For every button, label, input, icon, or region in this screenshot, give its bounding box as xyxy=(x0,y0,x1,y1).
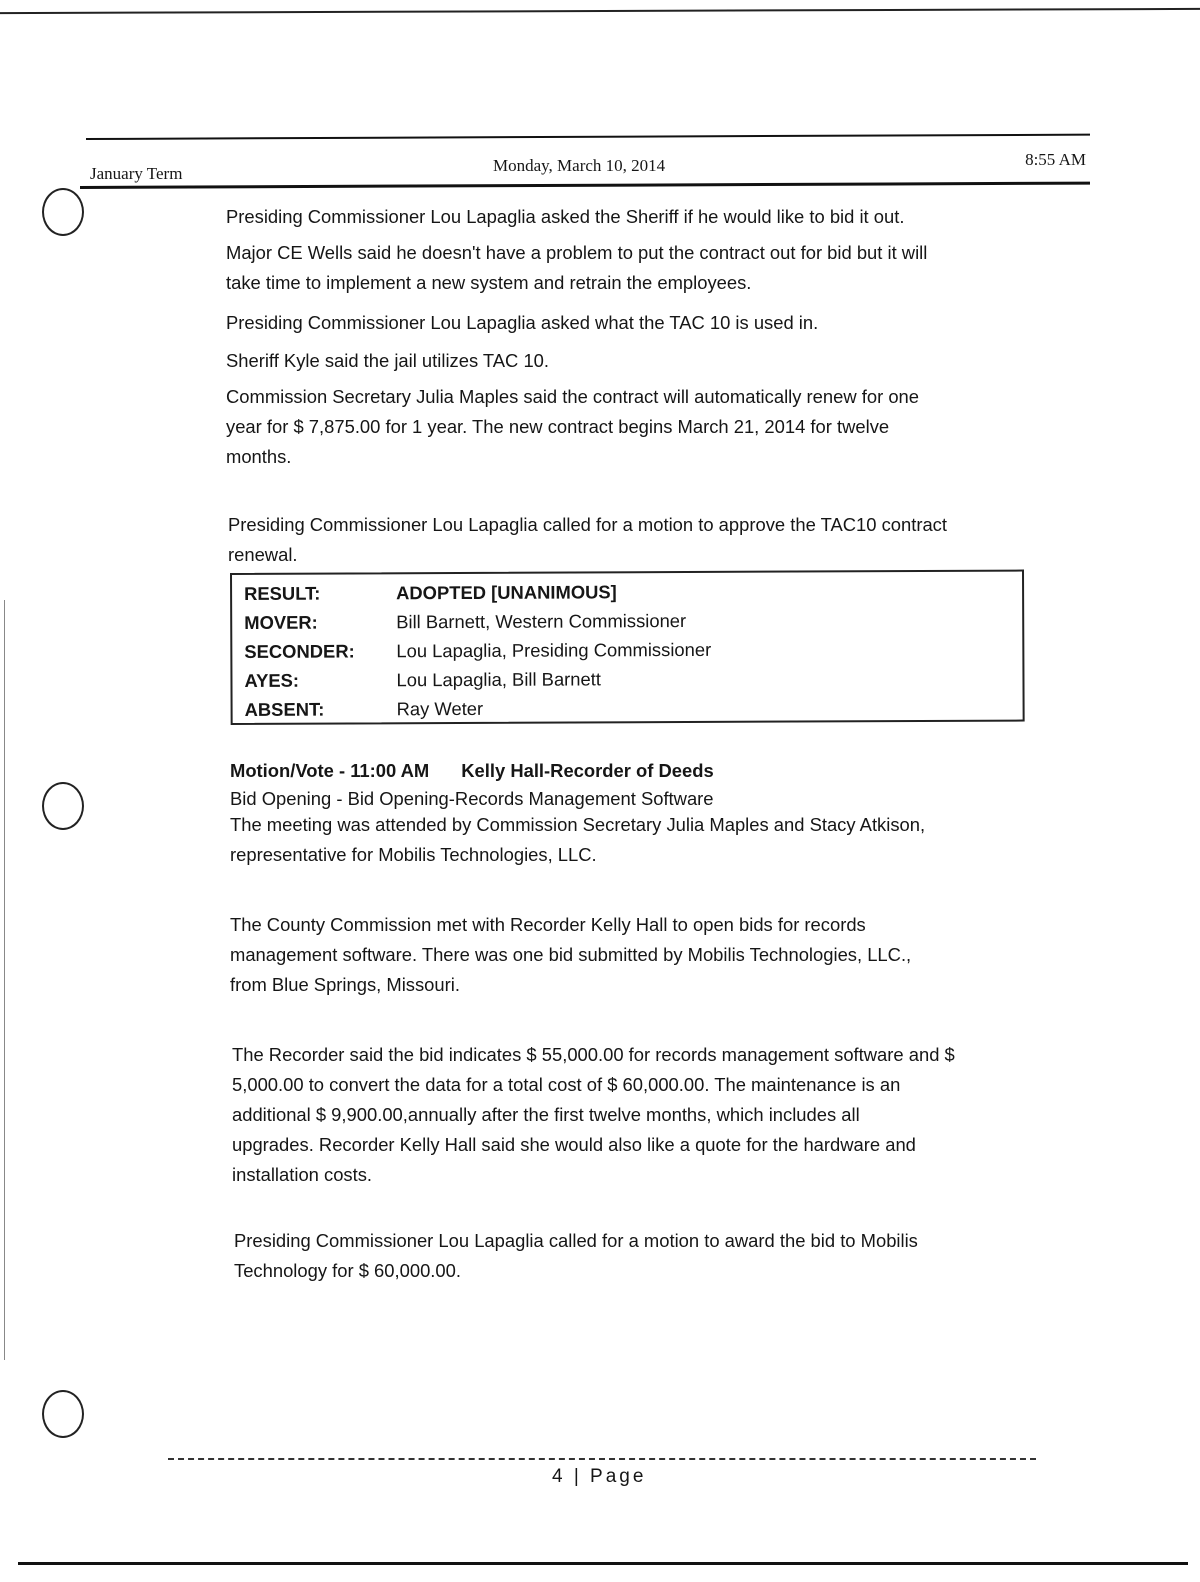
header-top-rule xyxy=(86,134,1090,140)
paragraph-sheriff-kyle: Sheriff Kyle said the jail utilizes TAC 10. xyxy=(226,350,550,371)
paragraph-contract-renewal: Commission Secretary Julia Maples said the contract will automatically renew for one year for $ 7,875.00 for 1 year. The new contract begins March 21, 2014 for twelve months. xyxy=(226,386,919,467)
footer-dashed-rule xyxy=(168,1458,1036,1460)
page-number: 4 | Page xyxy=(552,1466,647,1487)
scan-top-line xyxy=(0,8,1200,14)
scan-left-edge xyxy=(4,600,5,1360)
header-time: 8:55 AM xyxy=(1025,150,1086,169)
paragraph-sheriff-bid: Presiding Commissioner Lou Lapaglia asked the Sheriff if he would like to bid it out. xyxy=(226,206,905,227)
punch-hole-bottom xyxy=(42,1390,84,1438)
scan-bottom-rule xyxy=(18,1562,1188,1565)
motion-heading: Motion/Vote - 11:00 AM Kelly Hall-Recorder of Deeds xyxy=(230,760,714,781)
attendance-paragraph: The meeting was attended by Commission Secretary Julia Maples and Stacy Atkison, representative for Mobilis Technologies, LLC. xyxy=(230,814,926,865)
motion-subject: Kelly Hall-Recorder of Deeds xyxy=(461,760,714,781)
header-date: Monday, March 10, 2014 xyxy=(493,156,666,175)
bid-opening-line: Bid Opening - Bid Opening-Records Management Software xyxy=(230,788,714,809)
punch-hole-top xyxy=(42,188,84,236)
page-header xyxy=(88,148,1088,184)
paragraph-motion-award: Presiding Commissioner Lou Lapaglia called for a motion to award the bid to Mobilis Technology for $ 60,000.00. xyxy=(234,1230,918,1281)
header-term: January Term xyxy=(90,164,183,183)
vote-result-table xyxy=(230,570,1025,725)
paragraph-motion-approve: Presiding Commissioner Lou Lapaglia called for a motion to approve the TAC10 contract renewal. xyxy=(228,514,947,565)
paragraph-tac10-question: Presiding Commissioner Lou Lapaglia asked what the TAC 10 is used in. xyxy=(226,312,819,333)
paragraph-bid-costs: The Recorder said the bid indicates $ 55,000.00 for records management software and $ 5,000.00 to convert the data for a total cost of $ 60,000.00. The maintenance is an additional $ 9,900.00,annually after the first twelve months, which includes all upgrades. Recorder Kelly Hall said she would also like a quote for the hardware and installation costs. xyxy=(232,1044,955,1185)
paragraph-open-bids: The County Commission met with Recorder Kelly Hall to open bids for records management software. There was one bid submitted by Mobilis Technologies, LLC., from Blue Springs, Missouri. xyxy=(230,914,912,995)
punch-hole-middle xyxy=(42,782,84,830)
paragraph-wells: Major CE Wells said he doesn't have a problem to put the contract out for bid but it will take time to implement a new system and retrain the employees. xyxy=(226,242,928,293)
